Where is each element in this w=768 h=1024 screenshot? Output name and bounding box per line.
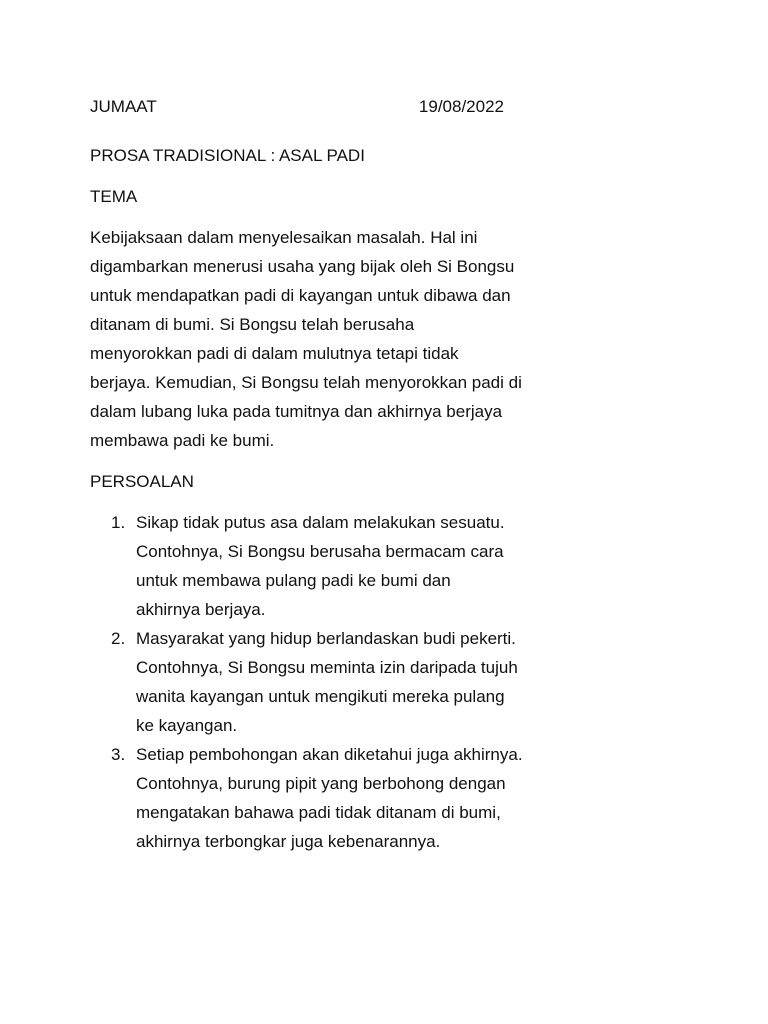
- tema-line: dalam lubang luka pada tumitnya dan akhirnya berjaya: [90, 402, 503, 421]
- list-item-line: Contohnya, Si Bongsu berusaha bermacam cara: [136, 542, 504, 561]
- list-item-line: wanita kayangan untuk mengikuti mereka pulang: [136, 687, 505, 706]
- tema-heading: TEMA: [90, 187, 138, 206]
- list-item-number: 1.: [111, 513, 126, 532]
- tema-line: digambarkan menerusi usaha yang bijak oleh Si Bongsu: [90, 257, 515, 276]
- tema-line: berjaya. Kemudian, Si Bongsu telah menyorokkan padi di: [90, 373, 522, 392]
- header-row: [90, 92, 504, 121]
- list-item-line: Contohnya, Si Bongsu meminta izin daripada tujuh: [136, 658, 518, 677]
- tema-paragraph: [90, 223, 560, 455]
- list-item-line: untuk membawa pulang padi ke bumi dan: [136, 571, 451, 590]
- day-label: JUMAAT: [90, 97, 157, 116]
- document-page: [90, 92, 570, 856]
- list-item-line: Contohnya, burung pipit yang berbohong dengan: [136, 774, 506, 793]
- list-item: [90, 624, 570, 740]
- list-item-line: ke kayangan.: [136, 716, 238, 735]
- tema-line: menyorokkan padi di dalam mulutnya tetapi tidak: [90, 344, 459, 363]
- tema-line: untuk mendapatkan padi di kayangan untuk dibawa dan: [90, 286, 511, 305]
- list-item-number: 3.: [111, 745, 126, 764]
- list-item: [90, 508, 570, 624]
- list-item-line: akhirnya berjaya.: [136, 600, 266, 619]
- document-title: PROSA TRADISIONAL : ASAL PADI: [90, 146, 365, 165]
- list-item-number: 2.: [111, 629, 126, 648]
- persoalan-list: [90, 508, 570, 856]
- date-label: 19/08/2022: [418, 97, 504, 116]
- list-item-line: Setiap pembohongan akan diketahui juga akhirnya.: [136, 745, 523, 764]
- tema-line: ditanam di bumi. Si Bongsu telah berusaha: [90, 315, 415, 334]
- tema-line: Kebijaksaan dalam menyelesaikan masalah. Hal ini: [90, 228, 478, 247]
- list-item: [90, 740, 570, 856]
- list-item-line: Masyarakat yang hidup berlandaskan budi pekerti.: [136, 629, 516, 648]
- persoalan-heading: PERSOALAN: [90, 472, 194, 491]
- list-item-line: akhirnya terbongkar juga kebenarannya.: [136, 832, 441, 851]
- list-item-line: Sikap tidak putus asa dalam melakukan sesuatu.: [136, 513, 505, 532]
- tema-line: membawa padi ke bumi.: [90, 431, 275, 450]
- list-item-line: mengatakan bahawa padi tidak ditanam di bumi,: [136, 803, 501, 822]
